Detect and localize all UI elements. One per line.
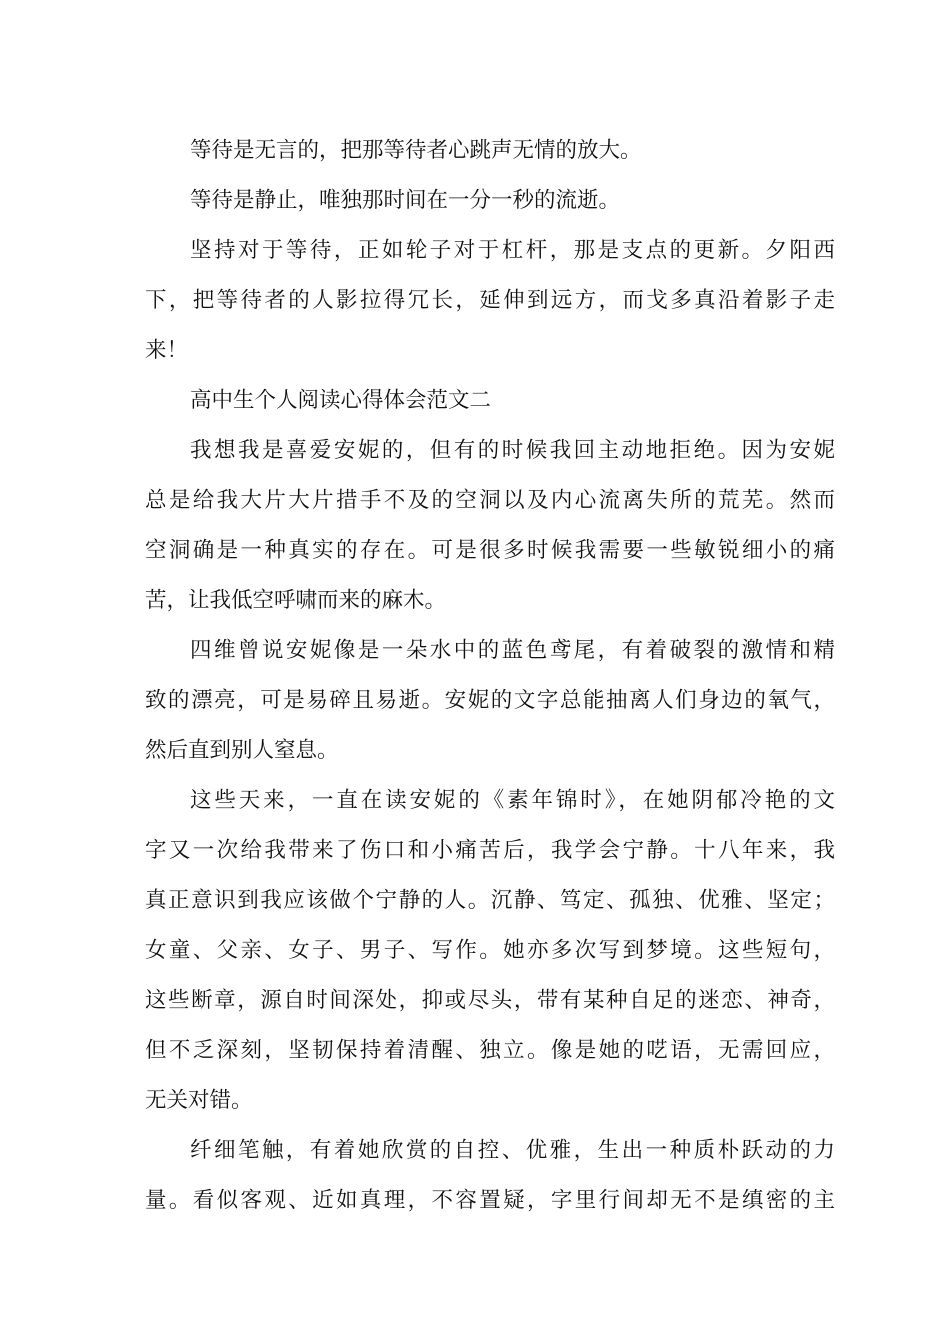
text-line: 然后直到别人窒息。: [145, 738, 339, 763]
text-line: 字又一次给我带来了伤口和小痛苦后，我学会宁静。十八年来，我: [145, 838, 835, 863]
text-line: 女童、父亲、女子、男子、写作。她亦多次写到梦境。这些短句，: [145, 938, 835, 963]
text-line: 四维曾说安妮像是一朵水中的蓝色鸢尾，有着破裂的激情和精: [190, 638, 835, 663]
text-line: 来！: [145, 338, 189, 363]
text-line: 空洞确是一种真实的存在。可是很多时候我需要一些敏锐细小的痛: [145, 538, 835, 563]
text-line: 真正意识到我应该做个宁静的人。沉静、笃定、孤独、优雅、坚定；: [145, 888, 835, 913]
section-heading: 高中生个人阅读心得体会范文二: [190, 388, 492, 413]
text-line: 无关对错。: [145, 1088, 253, 1113]
text-line: 我想我是喜爱安妮的，但有的时候我回主动地拒绝。因为安妮: [190, 438, 835, 463]
text-line: 这些天来，一直在读安妮的《素年锦时》，在她阴郁冷艳的文: [190, 788, 835, 813]
text-line: 坚持对于等待，正如轮子对于杠杆，那是支点的更新。夕阳西: [190, 238, 835, 263]
text-line: 这些断章，源自时间深处，抑或尽头，带有某种自足的迷恋、神奇，: [145, 988, 835, 1013]
text-line: 等待是静止，唯独那时间在一分一秒的流逝。: [190, 188, 621, 213]
text-line: 下，把等待者的人影拉得冗长，延伸到远方，而戈多真沿着影子走: [145, 288, 835, 313]
text-line: 致的漂亮，可是易碎且易逝。安妮的文字总能抽离人们身边的氧气，: [145, 688, 835, 713]
text-line: 等待是无言的，把那等待者心跳声无情的放大。: [190, 138, 642, 163]
text-line: 量。看似客观、近如真理，不容置疑，字里行间却无不是缜密的主: [145, 1188, 835, 1213]
text-line: 苦，让我低空呼啸而来的麻木。: [145, 588, 447, 613]
text-line: 但不乏深刻，坚韧保持着清醒、独立。像是她的呓语，无需回应，: [145, 1038, 835, 1063]
text-line: 总是给我大片大片措手不及的空洞以及内心流离失所的荒芜。然而: [145, 488, 835, 513]
text-line: 纤细笔触，有着她欣赏的自控、优雅，生出一种质朴跃动的力: [190, 1138, 835, 1163]
